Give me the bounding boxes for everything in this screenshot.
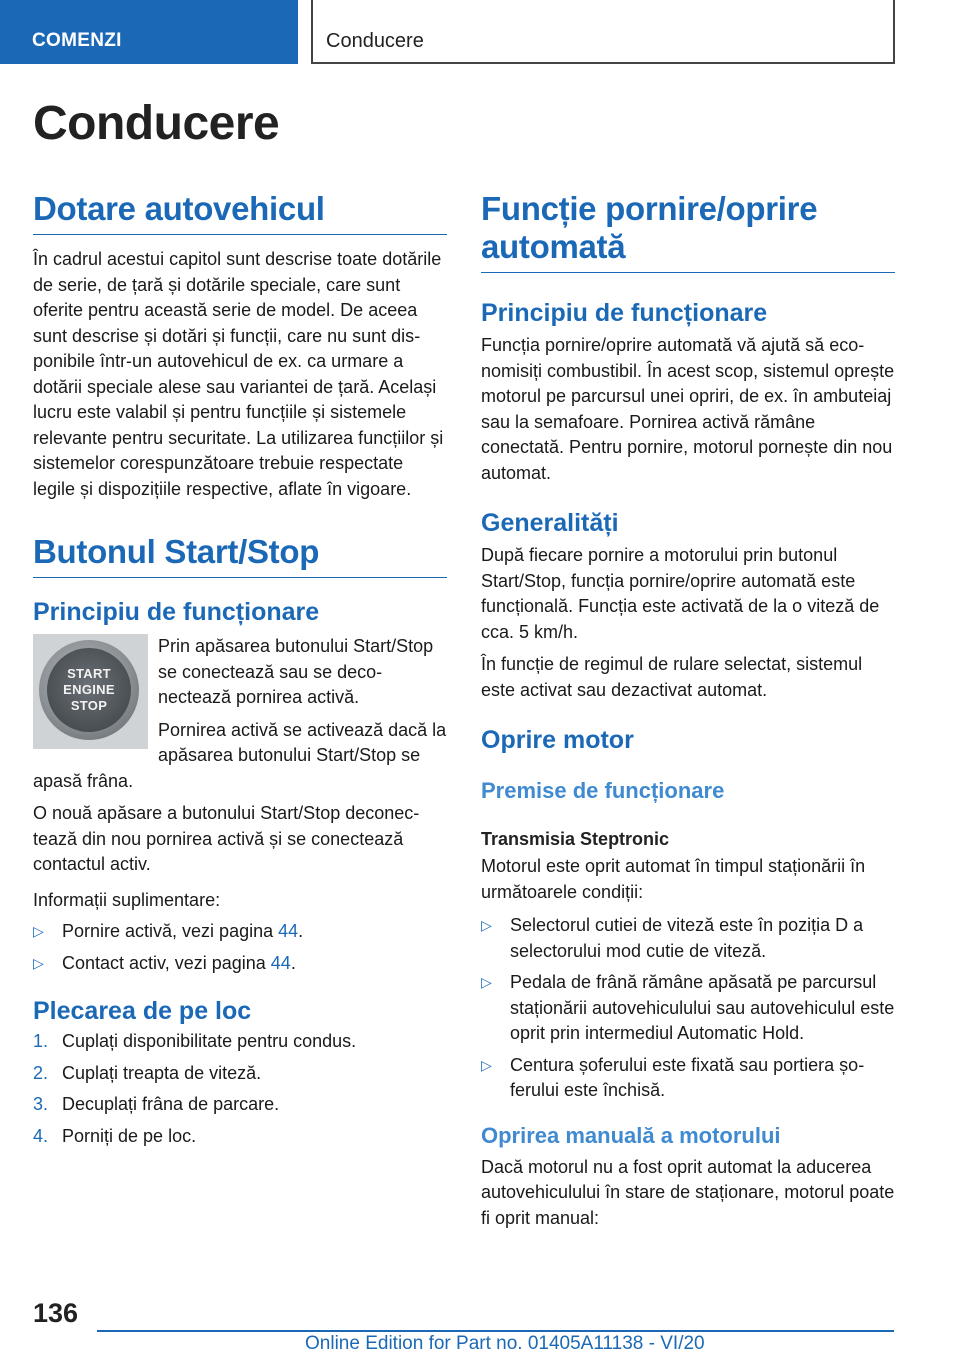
heading-oprirea-manuala: Oprirea manuală a motorului <box>481 1122 781 1148</box>
paragraph-principiu: Funcția pornire/oprire automată vă ajută să economisiți combustibil. În acest scop, sistemul oprește motorul pe parcursul unei opriri, de ex. în ambuteiaj sau la semafoare. Pornirea activă rămâne conectată. Pentru pornire, motorul pornește din nou automat. <box>481 335 895 483</box>
info-list <box>33 919 447 976</box>
conditions-list <box>481 913 895 1104</box>
step-number: 3. <box>33 1094 49 1114</box>
page-link[interactable]: 44 <box>278 921 299 941</box>
paragraph-generalitati-2: În funcție de regimul de rulare selectat, sistemul este activat sau dezactivat automat. <box>481 654 863 700</box>
step-number: 1. <box>33 1031 49 1051</box>
condition-text: Centura șoferului este fixată sau portiera șoferului este închisă. <box>510 1054 865 1100</box>
page-link[interactable]: 44 <box>270 952 291 973</box>
triangle-bullet-icon: ▷ <box>481 974 492 990</box>
condition-text: Pedala de frână rămâne apăsată pe parcursul staționării autovehiculului sau autovehiculul este oprit prin intermediul Automatic Hold. <box>510 972 895 1043</box>
list-item-end: . <box>290 952 296 973</box>
paragraph-info-suplimentare: Informații suplimentare: <box>33 889 221 910</box>
button-label-engine: ENGINE <box>63 682 115 697</box>
header-tab-comenzi[interactable]: COMENZI <box>0 0 298 64</box>
paragraph-apasare: Prin apăsarea butonului Start/Stop se conectează sau se deconectează pornirea activă. <box>158 636 434 707</box>
paragraph-oprirea-manuala: Dacă motorul nu a fost oprit automat la aducerea autovehiculului în stare de staționare, motorul poate fi oprit manual: <box>481 1156 895 1228</box>
paragraph-transmisia: Motorul este oprit automat în timpul staționării în următoarele condiții: <box>481 856 866 902</box>
list-item-text: Contact activ, vezi pagina <box>62 952 271 973</box>
header-section: Conducere <box>311 0 895 64</box>
heading-plecarea-de-pe-loc: Plecarea de pe loc <box>33 997 252 1025</box>
heading-transmisia-steptronic: Transmisia Steptronic <box>481 829 670 849</box>
heading-butonul-start-stop: Butonul Start/Stop <box>33 533 447 578</box>
heading-principiu-functionare-left: Principiu de funcționare <box>33 598 320 626</box>
list-item <box>481 970 895 1047</box>
heading-premise-functionare: Premise de funcționare <box>481 778 725 803</box>
list-item <box>33 1061 447 1087</box>
heading-principiu-functionare-right: Principiu de funcționare <box>481 299 768 327</box>
start-stop-block <box>33 634 447 794</box>
steps-list <box>33 1029 447 1149</box>
button-face <box>47 648 131 732</box>
start-stop-button-image <box>33 634 148 749</box>
list-item <box>481 1053 895 1104</box>
list-item <box>33 919 447 945</box>
footer-edition: Online Edition for Part no. 01405A11138 - VI/20 <box>305 1333 705 1354</box>
triangle-bullet-icon: ▷ <box>481 1056 492 1073</box>
step-number: 2. <box>33 1062 49 1083</box>
page-number: 136 <box>33 1298 79 1328</box>
list-item <box>481 913 895 964</box>
list-item <box>33 951 447 977</box>
footer-divider <box>97 1330 894 1332</box>
heading-oprire-motor: Oprire motor <box>481 726 634 754</box>
list-item <box>33 1124 447 1150</box>
button-label-stop: STOP <box>70 698 108 713</box>
heading-generalitati: Generalități <box>481 509 619 537</box>
condition-text: Selectorul cutiei de viteză este în poziția D a selectorului mod cutie de viteză. <box>510 915 864 961</box>
step-number: 4. <box>33 1125 49 1146</box>
heading-dotare-autovehicul: Dotare autovehicul <box>33 190 447 235</box>
paragraph-noua-apasare: O nouă apăsare a butonului Start/Stop deconectează din nou pornirea activă și se conectează contactul activ. <box>33 803 420 874</box>
triangle-bullet-icon: ▷ <box>33 923 44 939</box>
button-label-start: START <box>67 666 111 681</box>
paragraph-generalitati-1: După fiecare pornire a motorului prin butonul Start/Stop, funcția pornire/oprire automată este funcțională. Funcția este activată de la o viteză de cca. 5 km/h. <box>481 545 880 642</box>
step-text: Decuplați frâna de parcare. <box>62 1094 280 1114</box>
step-text: Porniți de pe loc. <box>62 1125 197 1146</box>
left-column <box>33 190 447 1155</box>
list-item-text: Pornire activă, vezi pagina <box>62 921 279 941</box>
list-item-end: . <box>298 921 304 941</box>
step-text: Cuplați disponibilitate pentru condus. <box>62 1031 357 1051</box>
heading-functie-pornire-oprire: Funcție pornire/oprire automată <box>481 190 895 273</box>
paragraph-pornire-activa: Pornirea activă se activează dacă la apăsarea butonului Start/Stop se apasă frâna. <box>33 719 447 791</box>
list-item <box>33 1092 447 1118</box>
paragraph-dotare: În cadrul acestui capitol sunt descrise toate dotările de serie, de țară și dotările speciale, care sunt oferite pentru această serie de model. De aceea sunt descrise și dotări și funcții, care nu sunt disponibile într-un autovehicul de ex. ca urmare a dotării speciale alese sau variantei de țară. Același lucru este valabil și pentru funcțiile și sistemele relevante pentru securitate. La utilizarea funcțiilor și sistemelor corespunzătoare trebuie respectate legile și dispozițiile respective, aflate în vigoare. <box>33 249 444 499</box>
right-column <box>481 190 895 1231</box>
triangle-bullet-icon: ▷ <box>481 917 492 933</box>
list-item <box>33 1029 447 1055</box>
step-text: Cuplați treapta de viteză. <box>62 1062 262 1083</box>
triangle-bullet-icon: ▷ <box>33 954 44 971</box>
page-title: Conducere <box>33 97 280 150</box>
